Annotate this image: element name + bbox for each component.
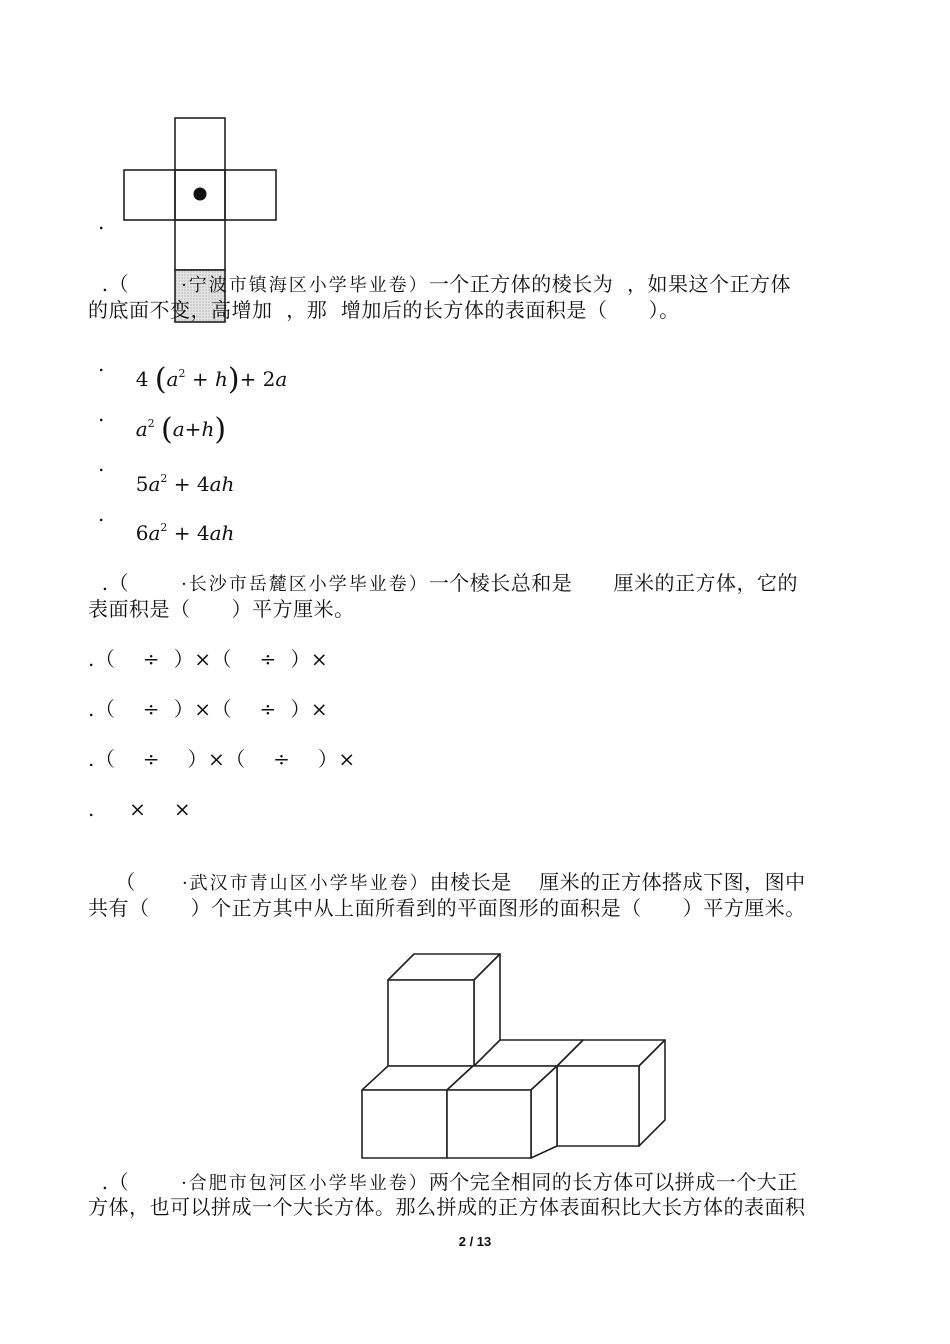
- q4-line1: .（ ·合肥市包河区小学毕业卷）两个完全相同的长方体可以拼成一个大正: [101, 1170, 798, 1194]
- q2-line2: 表面积是（ ）平方厘米。: [88, 597, 355, 621]
- q1-option-b-bullet: .: [98, 402, 105, 426]
- q2-line1: .（ ·长沙市岳麓区小学毕业卷）一个棱长总和是 厘米的正方体，它的: [101, 571, 798, 595]
- q1-line2: 的底面不变，高增加 ，那 增加后的长方体的表面积是（ ）。: [88, 298, 680, 322]
- q4-source: ·合肥市包河区小学毕业卷）: [181, 1173, 429, 1194]
- cube-top-front: [388, 980, 474, 1066]
- net-dot-marker: [194, 188, 207, 201]
- q3-line2: 共有（ ）个正方其中从上面所看到的平面图形的面积是（ ）平方厘米。: [88, 896, 806, 920]
- q2-option-b: .（ ÷ ）×（ ÷ ）×: [88, 697, 329, 721]
- net-face-left: [124, 170, 175, 220]
- q1-option-a-bullet: .: [98, 352, 105, 376]
- q1-source: ·宁波市镇海区小学毕业卷）: [181, 275, 429, 296]
- q3-source: ·武汉市青山区小学毕业卷）: [181, 873, 430, 894]
- q1-line1: .（ ·宁波市镇海区小学毕业卷）一个正方体的棱长为 ，如果这个正方体: [101, 272, 792, 296]
- cube-back-right-front: [557, 1066, 639, 1146]
- q2-option-a: .（ ÷ ）×（ ÷ ）×: [88, 647, 329, 671]
- q1-option-d: $6a^2 + 4ah$: [135, 521, 235, 545]
- q2-option-c: .（ ÷ ）×（ ÷ ）×: [88, 747, 356, 771]
- q1-option-a: 4 $(a^2 + h)+ 2a$: [135, 362, 288, 397]
- page-number: 2 / 13: [458, 1234, 492, 1249]
- q2-source: ·长沙市岳麓区小学毕业卷）: [181, 574, 429, 595]
- q1-option-c: $5a^2 + 4ah$: [135, 472, 235, 496]
- cube-stack-figure: [355, 950, 675, 1160]
- q2-option-d: . × ×: [88, 797, 192, 821]
- q1-option-c-bullet: .: [98, 452, 105, 476]
- q4-line2: 方体，也可以拼成一个大长方体。那么拼成的正方体表面积比大长方体的表面积: [88, 1195, 806, 1219]
- q3-line1: （ ·武汉市青山区小学毕业卷）由棱长是 厘米的正方体搭成下图，图中: [101, 870, 806, 894]
- q1-option-b: $a^2$ (a+h): [135, 412, 227, 447]
- net-face-top: [175, 118, 225, 170]
- net-face-right: [225, 170, 276, 220]
- q1-option-d-bullet: .: [98, 502, 105, 526]
- net-item-bullet: .: [98, 210, 105, 234]
